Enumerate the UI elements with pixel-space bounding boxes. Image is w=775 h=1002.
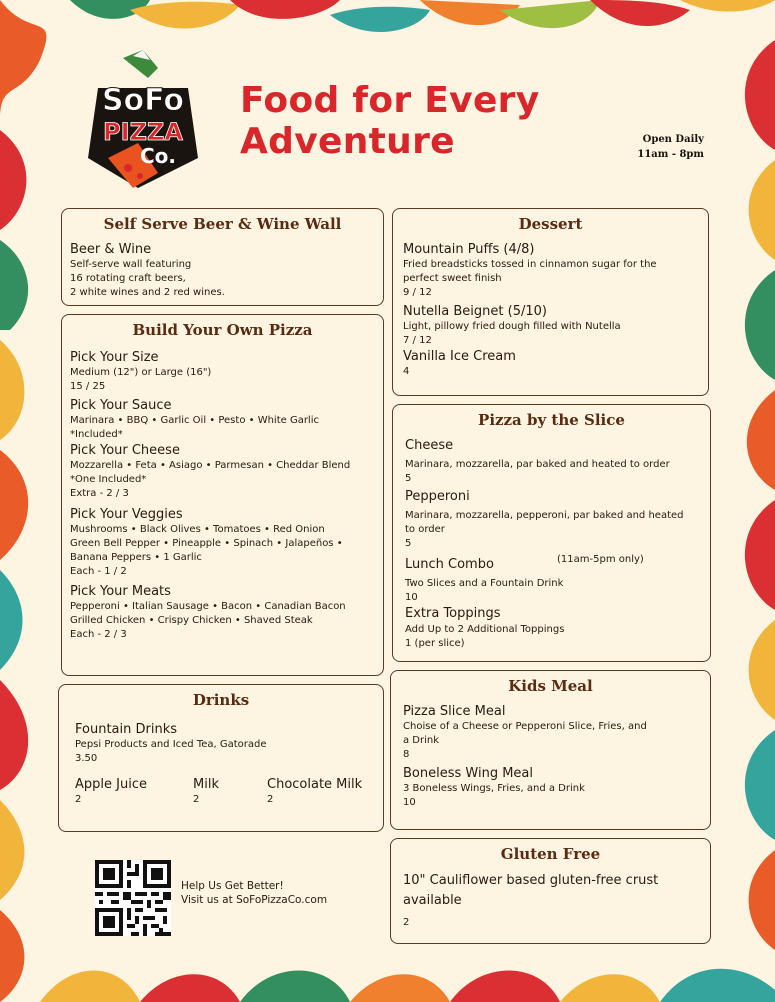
hours [600, 132, 704, 162]
item-name: Boneless Wing Meal [403, 766, 533, 781]
gluten-free-card [390, 838, 711, 944]
item-name: Beer & Wine [70, 242, 152, 257]
item-name: Pick Your Veggies [70, 507, 183, 522]
item-name: Mountain Puffs (4/8) [403, 242, 535, 257]
item-desc: Marinara, mozzarella, pepperoni, par baked and heated [405, 510, 684, 521]
item-desc: 2 white wines and 2 red wines. [70, 287, 225, 298]
item-price: 2 [267, 794, 274, 805]
kids-meal-card [390, 670, 711, 830]
item-price: 3.50 [75, 753, 98, 764]
item-desc: Pepperoni • Italian Sausage • Bacon • Canadian Bacon [70, 601, 346, 612]
card-title: Gluten Free [500, 845, 601, 863]
item-price: 4 [403, 366, 410, 377]
item-name: Pick Your Meats [70, 584, 171, 599]
item-price: 2 [75, 794, 82, 805]
feedback-line2: Visit us at SoFoPizzaCo.com [181, 894, 328, 906]
item-desc: Marinara • BBQ • Garlic Oil • Pesto • White Garlic [70, 415, 319, 426]
item-desc: Self-serve wall featuring [70, 259, 192, 270]
item-desc: perfect sweet finish [403, 273, 502, 284]
item-name: Fountain Drinks [75, 722, 178, 737]
item-desc: Green Bell Pepper • Pineapple • Spinach • Jalapeños • [70, 538, 343, 549]
item-price: 2 [193, 794, 200, 805]
card-title: Build Your Own Pizza [132, 321, 313, 339]
item-name: Chocolate Milk [267, 777, 363, 792]
item-desc: Banana Peppers • 1 Garlic [70, 552, 202, 563]
item-desc: to order [405, 524, 445, 535]
item-price: 5 [405, 473, 412, 484]
item-desc: a Drink [403, 735, 440, 746]
item-name: Lunch Combo [405, 557, 494, 572]
item-desc: Mozzarella • Feta • Asiago • Parmesan • Cheddar Blend [70, 460, 351, 471]
item-desc: Add Up to 2 Additional Toppings [405, 624, 565, 635]
item-desc: Grilled Chicken • Crispy Chicken • Shaved Steak [70, 615, 313, 626]
item-price: 2 [403, 917, 410, 928]
dessert-card [392, 208, 709, 396]
item-name: Pepperoni [405, 489, 470, 504]
item-price: 7 / 12 [403, 335, 432, 346]
item-note: *Included* [70, 429, 123, 440]
item-price: 15 / 25 [70, 381, 106, 392]
item-price: Each - 1 / 2 [70, 566, 127, 577]
item-name: Pick Your Cheese [70, 443, 180, 458]
item-desc: Choise of a Cheese or Pepperoni Slice, Fries, and [403, 721, 647, 732]
item-name: Cheese [405, 438, 454, 453]
item-desc: Pepsi Products and Iced Tea, Gatorade [75, 739, 267, 750]
card-title: Pizza by the Slice [478, 411, 625, 429]
item-price: 10 [403, 797, 416, 808]
item-desc: Mushrooms • Black Olives • Tomatoes • Red Onion [70, 524, 325, 535]
card-title: Dessert [518, 215, 583, 233]
item-price: 8 [403, 749, 410, 760]
logo-text-sofo: SoFo [101, 83, 185, 118]
item-price: Extra - 2 / 3 [70, 488, 129, 499]
card-title: Kids Meal [508, 677, 593, 695]
item-name: Pick Your Size [70, 350, 159, 365]
item-price: 5 [405, 538, 412, 549]
item-desc: Marinara, mozzarella, par baked and heated to order [405, 459, 670, 470]
hours-line2: 11am - 8pm [637, 149, 704, 160]
item-desc: 3 Boneless Wings, Fries, and a Drink [403, 783, 585, 794]
item-name: Pick Your Sauce [70, 398, 172, 413]
feedback-line1: Help Us Get Better! [181, 880, 284, 892]
hours-line1: Open Daily [642, 134, 704, 145]
item-name: Vanilla Ice Cream [403, 349, 516, 364]
drinks-card [58, 684, 384, 832]
item-price: 1 (per slice) [405, 638, 465, 649]
build-pizza-card [61, 314, 384, 676]
card-title: Drinks [192, 691, 250, 709]
headline: Food for Every Adventure [240, 80, 540, 162]
item-desc: Light, pillowy fried dough filled with Nutella [403, 321, 621, 332]
card-title: Self Serve Beer & Wine Wall [103, 215, 342, 233]
item-note: (11am-5pm only) [557, 554, 644, 565]
item-name: Milk [193, 777, 219, 792]
item-name: 10" Cauliflower based gluten-free crust [403, 873, 659, 888]
qr-code[interactable] [95, 860, 171, 936]
item-name: Apple Juice [75, 777, 147, 792]
item-desc: Fried breadsticks tossed in cinnamon sugar for the [403, 259, 657, 270]
item-price: 10 [405, 592, 418, 603]
item-name: Extra Toppings [405, 606, 501, 621]
logo-text-pizza: PIZZA [103, 118, 183, 146]
feedback-text [181, 879, 327, 907]
item-desc: Two Slices and a Fountain Drink [405, 578, 564, 589]
slice-card [392, 404, 711, 662]
item-desc: 16 rotating craft beers, [70, 273, 186, 284]
item-note: *One Included* [70, 474, 147, 485]
item-name: available [403, 893, 462, 908]
item-name: Nutella Beignet (5/10) [403, 304, 547, 319]
item-price: Each - 2 / 3 [70, 629, 127, 640]
beer-wine-card [61, 208, 384, 306]
item-desc: Medium (12") or Large (16") [70, 367, 212, 378]
sofo-pizza-logo [78, 48, 208, 193]
item-price: 9 / 12 [403, 287, 432, 298]
item-name: Pizza Slice Meal [403, 704, 506, 719]
logo-text-co: Co. [139, 144, 177, 168]
